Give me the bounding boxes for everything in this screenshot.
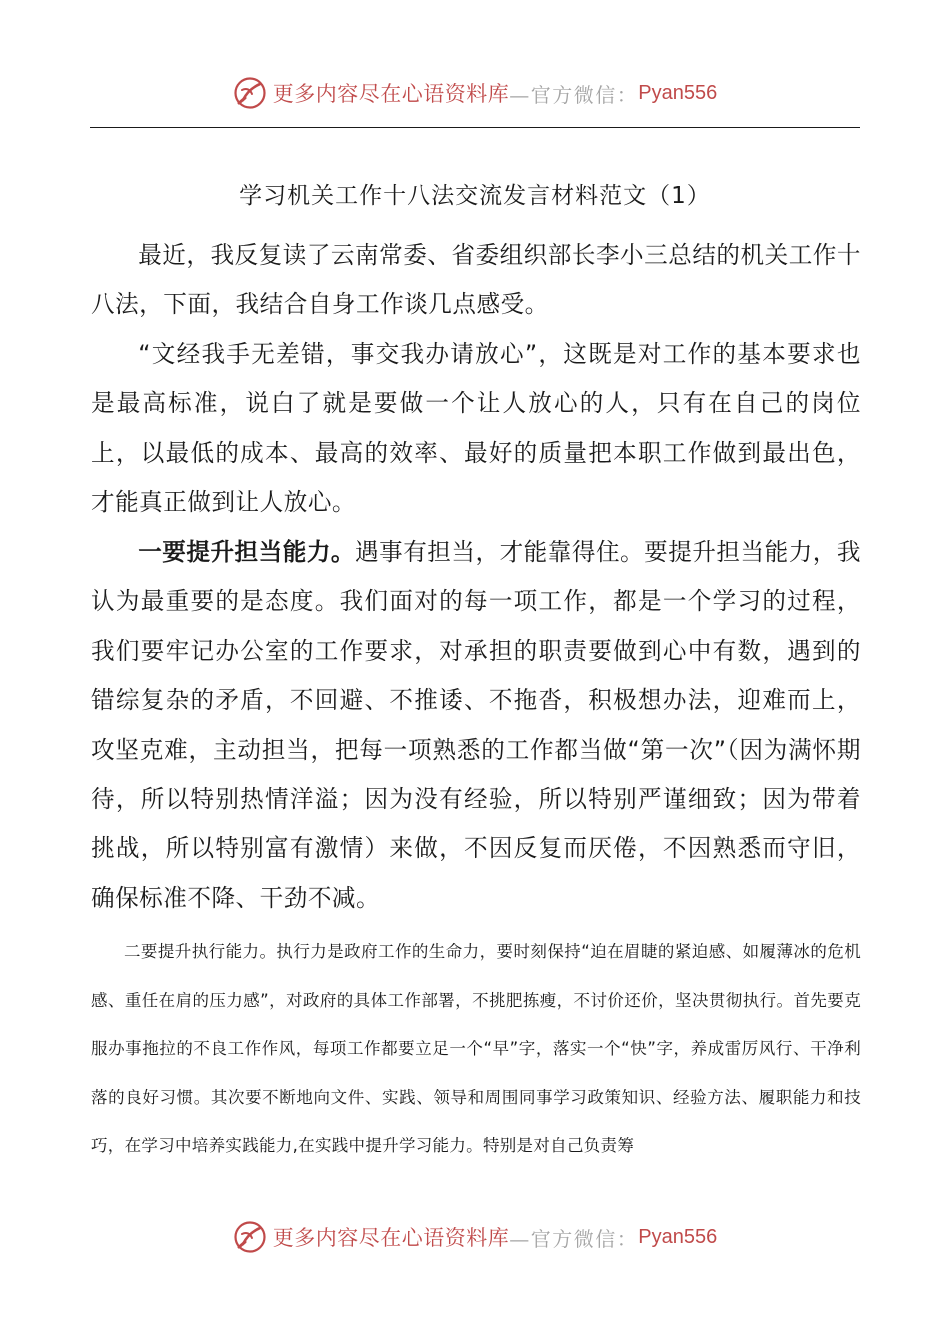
banner-wechat-label: —官方微信： [509,1226,639,1251]
banner-site-name: 更多内容尽在心语资料库 [272,1226,510,1250]
footer-banner [0,1214,950,1260]
header-banner [0,70,950,116]
banner-wechat-id: Pyan556 [638,81,718,104]
paragraph-responsibility [91,528,861,923]
banner-wechat-label: —官方微信： [509,82,639,107]
paragraph-intro: 最近，我反复读了云南常委、省委组织部长李小三总结的机关工作十八法，下面，我结合自身工作谈几点感受。 [91,241,861,319]
banner-site-name: 更多内容尽在心语资料库 [272,82,510,106]
banner-wechat-id: Pyan556 [638,1225,718,1248]
pen-logo-icon [233,76,267,110]
paragraph-heading: 一要提升担当能力。 [138,538,356,566]
paragraph-body: 遇事有担当，才能靠得住。要提升担当能力，我认为最重要的是态度。我们面对的每一项工作，都是一个学习的过程，我们要牢记办公室的工作要求，对承担的职责要做到心中有数，遇到的错综复杂的矛盾，不回避、不推诿、不拖沓，积极想办法，迎难而上，攻坚克难，主动担当，把每一项熟悉的工作都当做“第一次”（因为满怀期待，所以特别热情洋溢；因为没有经验，所以特别严谨细致；因为带着挑战，所以特别富有激情）来做，不因反复而厌倦，不因熟悉而守旧，确保标准不降、干劲不减。 [91,538,861,912]
paragraph-standard: “文经我手无差错，事交我办请放心”，这既是对工作的基本要求也是最高标准，说白了就是要做一个让人放心的人，只有在自己的岗位上，以最低的成本、最高的效率、最好的质量把本职工作做到最出色，才能真正做到让人放心。 [91,340,861,517]
pen-logo-icon [233,1220,267,1254]
header-divider [90,127,860,128]
paragraph-execution: 二要提升执行能力。执行力是政府工作的生命力，要时刻保持“迫在眉睫的紧迫感、如履薄冰的危机感、重任在肩的压力感”，对政府的具体工作部署，不挑肥拣瘦，不讨价还价，坚决贯彻执行。首先要克服办事拖拉的不良工作作风，每项工作都要立足一个“早”字，落实一个“快”字，养成雷厉风行、干净利落的良好习惯。其次要不断地向文件、实践、领导和周围同事学习政策知识、经验方法、履职能力和技巧，在学习中培养实践能力,在实践中提升学习能力。特别是对自己负责筹 [91,942,861,1156]
document-title: 学习机关工作十八法交流发言材料范文（1） [239,183,711,209]
